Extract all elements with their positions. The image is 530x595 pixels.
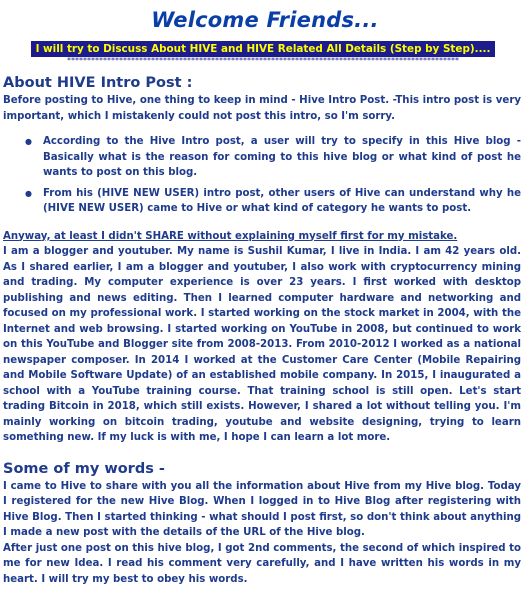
- words-paragraph-2: After just one post on this hive blog, I got 2nd comments, the second of which inspired to me for new Idea. I read his comment very carefully, and I have written his words in my heart. I will try my best to obey his words.: [3, 542, 521, 585]
- subtitle-banner: I will try to Discuss About HIVE and HIVE Related All Details (Step by Step)....: [31, 41, 495, 57]
- list-item: ● From his (HIVE NEW USER) intro post, other users of Hive can understand why he (HIVE NEW USER) came to Hive or what kind of category he wants to post.: [43, 186, 521, 217]
- intro-heading: About HIVE Intro Post :: [3, 75, 193, 91]
- star-divider: **************************************************************************************************: [67, 56, 459, 65]
- words-paragraph-1: I came to Hive to share with you all the information about Hive from my Hive blog. Today I registered for the new Hive Blog. When I logged in to Hive Blog after registering with Hive Blog. Then I started thinking - what should I post first, so don't think about anything I made a new post with the details of the URL of the Hive blog.: [3, 480, 521, 538]
- post-content: [3, 73, 521, 587]
- page-title: Welcome Friends...: [151, 8, 379, 32]
- intro-paragraph: Before posting to Hive, one thing to keep in mind - Hive Intro Post. -This intro post is very important, which I mistakenly could not post this intro, so I'm sorry.: [3, 95, 521, 122]
- bio-paragraph: I am a blogger and youtuber. My name is Sushil Kumar, I live in India. I am 42 years old. As I shared earlier, I am a blogger and youtuber, I also work with cryptocurrency mining and trading. My computer experience is over 23 years. I first worked with desktop publishing and news editing. Then I learned computer hardware and networking and focused on my professional work. I started working on the stock market in 2004, with the Internet and web browsing. I started working on YouTube in 2008, but continued to work on this YouTube and Blogger site from 2008-2013. From 2010-2012 I worked as a national newspaper composer. In 2014 I worked at the Customer Care Center (Mobile Repairing and Mobile Software Update) of an established mobile company. In 2015, I inaugurated a school with a YouTube training course. That training school is still open. Let's start trading Bitcoin in 2018, which still exists. However, I shared a lot without telling you. I'm mainly working on bitcoin trading, youtube and website designing, trying to learn something new. If my luck is with me, I hope I can learn a lot more.: [3, 246, 521, 443]
- words-heading: Some of my words -: [3, 460, 165, 477]
- intro-bullet-list: [3, 134, 521, 217]
- apology-line: Anyway, at least I didn't SHARE without explaining myself first for my mistake.: [3, 230, 458, 242]
- list-item: ● According to the Hive Intro post, a user will try to specify in this Hive blog - Basically what is the reason for coming to this hive blog or what kind of post he wants to post on this blog.: [43, 134, 521, 181]
